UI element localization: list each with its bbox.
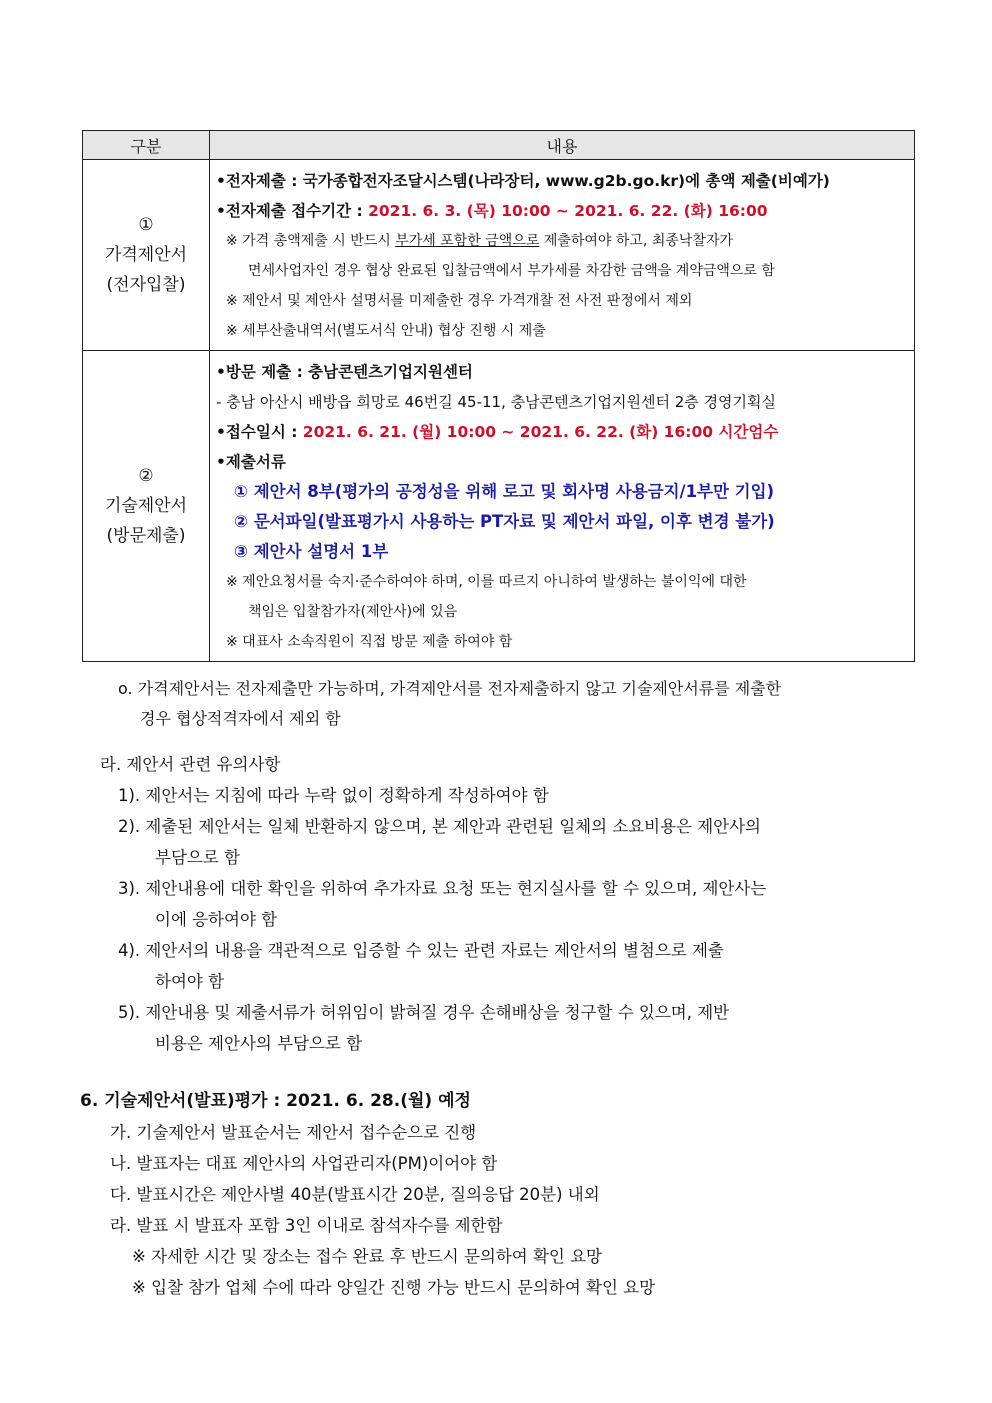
category-sublabel: (방문제출) — [106, 526, 186, 546]
address-line: - 충남 아산시 배방읍 희망로 46번길 45-11, 충남콘텐츠기업지원센터 2층 경영기획실 — [216, 393, 777, 411]
list-item: 5). 제안내용 및 제출서류가 허위임이 밝혀질 경우 손해배상을 청구할 수 있으며, 제반 — [118, 1003, 730, 1022]
note-line: ※ 가격 총액제출 시 반드시 부가세 포함한 금액으로 제출하여야 하고, 최종낙찰자가 — [226, 233, 733, 249]
list-item: 1). 제안서는 지침에 따라 누락 없이 정확하게 작성하여야 함 — [118, 786, 549, 805]
note-line: ※ 자세한 시간 및 장소는 접수 완료 후 반드시 문의하여 확인 요망 — [132, 1247, 602, 1266]
note-line: 책임은 입찰참가자(제안사)에 있음 — [248, 604, 458, 620]
content-line: •전자제출 : 국가종합전자조달시스템(나라장터, www.g2b.go.kr)에 총액 제출(비예가) — [216, 172, 830, 190]
list-item: 3). 제안내용에 대한 확인을 위하여 추가자료 요청 또는 현지실사를 할 수 있으며, 제안사는 — [118, 879, 767, 898]
list-item: 다. 발표시간은 제안사별 40분(발표시간 20분, 질의응답 20분) 내외 — [110, 1185, 600, 1204]
table-row-price-proposal — [83, 160, 915, 351]
document-item: ① 제안서 8부(평가의 공정성을 위해 로고 및 회사명 사용금지/1부만 기입) — [234, 482, 775, 501]
content-line: •전자제출 접수기간 : 2021. 6. 3. (목) 10:00 ~ 2021. 6. 22. (화) 16:00 — [216, 202, 768, 220]
list-item-cont: 하여야 함 — [155, 972, 225, 991]
underlined-text: 부가세 포함한 금액으로 — [395, 233, 540, 249]
note-line: ※ 세부산출내역서(별도서식 안내) 협상 진행 시 제출 — [226, 323, 546, 339]
header-category: 구분 — [83, 131, 210, 160]
list-item: 2). 제출된 제안서는 일체 반환하지 않으며, 본 제안과 관련된 일체의 소요비용은 제안사의 — [118, 817, 761, 836]
deadline-text: 2021. 6. 3. (목) 10:00 ~ 2021. 6. 22. (화) 16:00 — [368, 202, 768, 220]
note-line: ※ 대표사 소속직원이 직접 방문 제출 하여야 함 — [226, 634, 513, 650]
item-number: ② — [138, 466, 154, 486]
note-line: ※ 입찰 참가 업체 수에 따라 양일간 진행 가능 반드시 문의하여 확인 요망 — [132, 1278, 656, 1297]
note-o-line2: 경우 협상적격자에서 제외 함 — [140, 709, 341, 728]
list-item: 라. 발표 시 발표자 포함 3인 이내로 참석자수를 제한함 — [110, 1216, 503, 1235]
header-content: 내용 — [210, 131, 915, 160]
category-label: 가격제안서 — [104, 245, 188, 265]
category-label: 기술제안서 — [104, 496, 188, 516]
list-item-cont: 비용은 제안사의 부담으로 함 — [155, 1034, 363, 1053]
category-cell — [83, 160, 210, 351]
content-line: •제출서류 — [216, 453, 286, 471]
category-cell — [83, 351, 210, 662]
submission-table — [82, 130, 915, 662]
content-line: •방문 제출 : 충남콘텐츠기업지원센터 — [216, 363, 473, 381]
section-ra-title: 라. 제안서 관련 유의사항 — [100, 755, 281, 774]
document-item: ② 문서파일(발표평가시 사용하는 PT자료 및 제안서 파일, 이후 변경 불가) — [234, 512, 775, 531]
note-line: ※ 제안서 및 제안사 설명서를 미제출한 경우 가격개찰 전 사전 판정에서 제외 — [226, 293, 693, 309]
list-item: 나. 발표자는 대표 제안사의 사업관리자(PM)이어야 함 — [110, 1154, 498, 1173]
table-header-row — [83, 131, 915, 160]
list-item: 4). 제안서의 내용을 객관적으로 입증할 수 있는 관련 자료는 제안서의 별첨으로 제출 — [118, 941, 724, 960]
list-item-cont: 부담으로 함 — [155, 848, 240, 867]
content-cell — [210, 160, 915, 351]
table-row-technical-proposal — [83, 351, 915, 662]
section-6-title: 6. 기술제안서(발표)평가 : 2021. 6. 28.(월) 예정 — [80, 1091, 471, 1111]
item-number: ① — [138, 215, 154, 235]
note-line: ※ 제안요청서를 숙지·준수하여야 하며, 이를 따르지 아니하여 발생하는 불이익에 대한 — [226, 574, 747, 590]
content-line: •접수일시 : 2021. 6. 21. (월) 10:00 ~ 2021. 6. 22. (화) 16:00 시간엄수 — [216, 423, 779, 441]
deadline-text: 2021. 6. 21. (월) 10:00 ~ 2021. 6. 22. (화) 16:00 시간엄수 — [302, 423, 779, 441]
document-item: ③ 제안사 설명서 1부 — [234, 542, 389, 561]
note-line: 면세사업자인 경우 협상 완료된 입찰금액에서 부가세를 차감한 금액을 계약금액으로 함 — [248, 263, 775, 279]
list-item-cont: 이에 응하여야 함 — [155, 910, 278, 929]
list-item: 가. 기술제안서 발표순서는 제안서 접수순으로 진행 — [110, 1123, 477, 1142]
content-cell — [210, 351, 915, 662]
note-o-line1: o. 가격제안서는 전자제출만 가능하며, 가격제안서를 전자제출하지 않고 기술제안서류를 제출한 — [118, 679, 782, 698]
category-sublabel: (전자입찰) — [106, 275, 186, 295]
